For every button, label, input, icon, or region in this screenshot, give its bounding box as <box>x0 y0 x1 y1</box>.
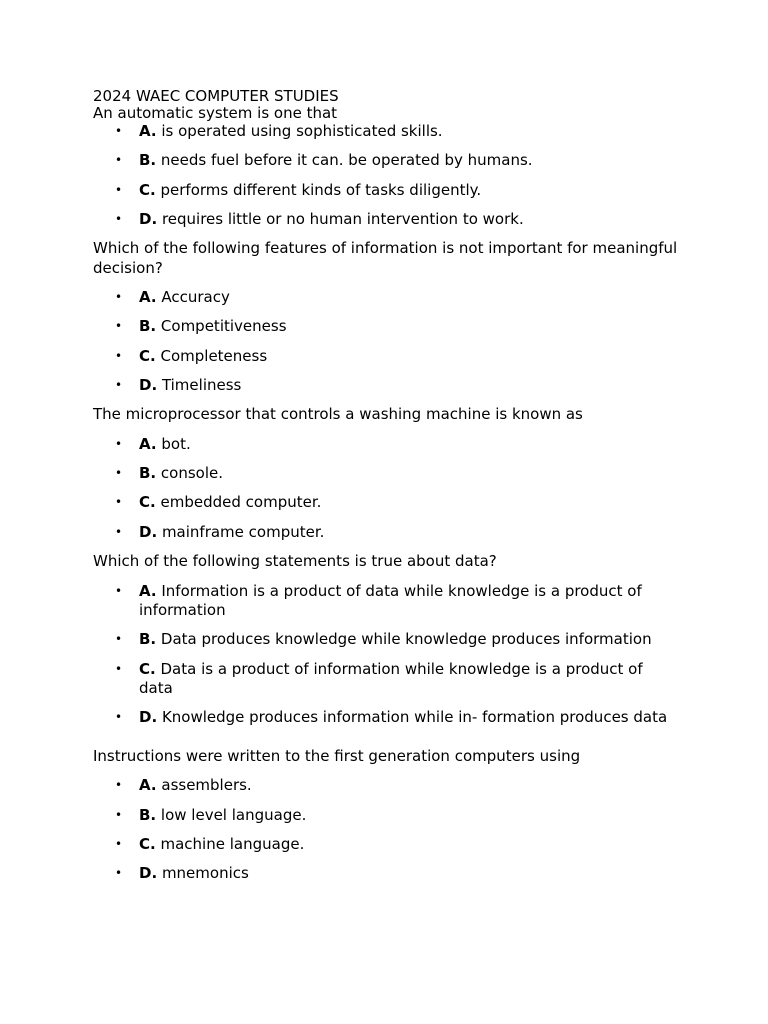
option-item <box>93 806 678 826</box>
option-text: mnemonics <box>161 864 249 883</box>
option-letter: B. <box>139 317 157 336</box>
option-item <box>93 151 678 171</box>
question-text: Which of the following statements is true about data? <box>93 552 497 571</box>
option-text: Accuracy <box>161 288 230 307</box>
document-title: 2024 WAEC COMPUTER STUDIES <box>93 87 339 105</box>
option-item <box>93 776 678 796</box>
option-item <box>93 181 678 201</box>
option-letter: C. <box>139 346 156 365</box>
option-letter: D. <box>139 708 158 727</box>
option-list <box>93 776 678 883</box>
option-letter: C. <box>139 659 156 678</box>
option-item <box>93 288 678 308</box>
question-3 <box>93 405 678 542</box>
question-2 <box>93 239 678 395</box>
option-text: Competitiveness <box>160 317 287 336</box>
option-text: embedded computer. <box>160 493 322 512</box>
option-list <box>93 435 678 542</box>
option-text: Timeliness <box>161 376 242 395</box>
option-list <box>93 582 678 728</box>
question-text: An automatic system is one that <box>93 104 338 122</box>
option-text: Data produces knowledge while knowledge produces information <box>160 630 652 649</box>
question-text: Which of the following features of information is not important for meaningful decision? <box>93 239 678 277</box>
option-text: low level language. <box>160 805 307 824</box>
option-item <box>93 435 678 455</box>
option-text: Knowledge produces information while in- formation produces data <box>161 708 668 727</box>
option-item <box>93 376 678 396</box>
option-letter: A. <box>139 776 157 795</box>
option-letter: A. <box>139 288 157 307</box>
question-5 <box>93 747 678 884</box>
option-letter: B. <box>139 151 157 170</box>
option-item <box>93 864 678 884</box>
option-letter: B. <box>139 805 157 824</box>
option-letter: D. <box>139 209 158 228</box>
option-item <box>93 317 678 337</box>
option-letter: C. <box>139 180 156 199</box>
option-item <box>93 708 678 728</box>
option-letter: C. <box>139 493 156 512</box>
option-item <box>93 122 678 142</box>
option-item <box>93 523 678 543</box>
option-letter: D. <box>139 864 158 883</box>
option-item <box>93 210 678 230</box>
option-text: is operated using sophisticated skills. <box>161 122 443 140</box>
option-text: performs different kinds of tasks diligently. <box>160 180 482 199</box>
option-item <box>93 660 678 699</box>
option-list <box>93 288 678 395</box>
option-letter: B. <box>139 464 157 483</box>
option-item <box>93 582 678 621</box>
option-text: Data is a product of information while knowledge is a product of data <box>139 659 643 698</box>
question-4 <box>93 552 678 728</box>
option-letter: D. <box>139 376 158 395</box>
option-text: assemblers. <box>161 776 252 795</box>
question-text: Instructions were written to the first generation computers using <box>93 746 581 765</box>
option-letter: A. <box>139 434 157 453</box>
option-list <box>93 122 678 229</box>
question-text: The microprocessor that controls a washing machine is known as <box>93 405 583 424</box>
document-page <box>93 87 678 894</box>
option-item <box>93 493 678 513</box>
option-text: machine language. <box>160 835 305 854</box>
option-letter: A. <box>139 581 157 600</box>
option-letter: C. <box>139 835 156 854</box>
question-1 <box>93 105 678 229</box>
option-text: needs fuel before it can. be operated by humans. <box>160 151 533 170</box>
option-item <box>93 347 678 367</box>
option-item <box>93 464 678 484</box>
option-item <box>93 630 678 650</box>
option-text: bot. <box>161 434 191 453</box>
option-text: mainframe computer. <box>161 522 325 541</box>
option-letter: B. <box>139 630 157 649</box>
option-text: Information is a product of data while knowledge is a product of information <box>139 581 642 620</box>
option-text: requires little or no human intervention to work. <box>161 209 524 228</box>
option-letter: A. <box>139 122 157 140</box>
option-item <box>93 835 678 855</box>
option-text: console. <box>160 464 224 483</box>
option-letter: D. <box>139 522 158 541</box>
option-text: Completeness <box>160 346 268 365</box>
